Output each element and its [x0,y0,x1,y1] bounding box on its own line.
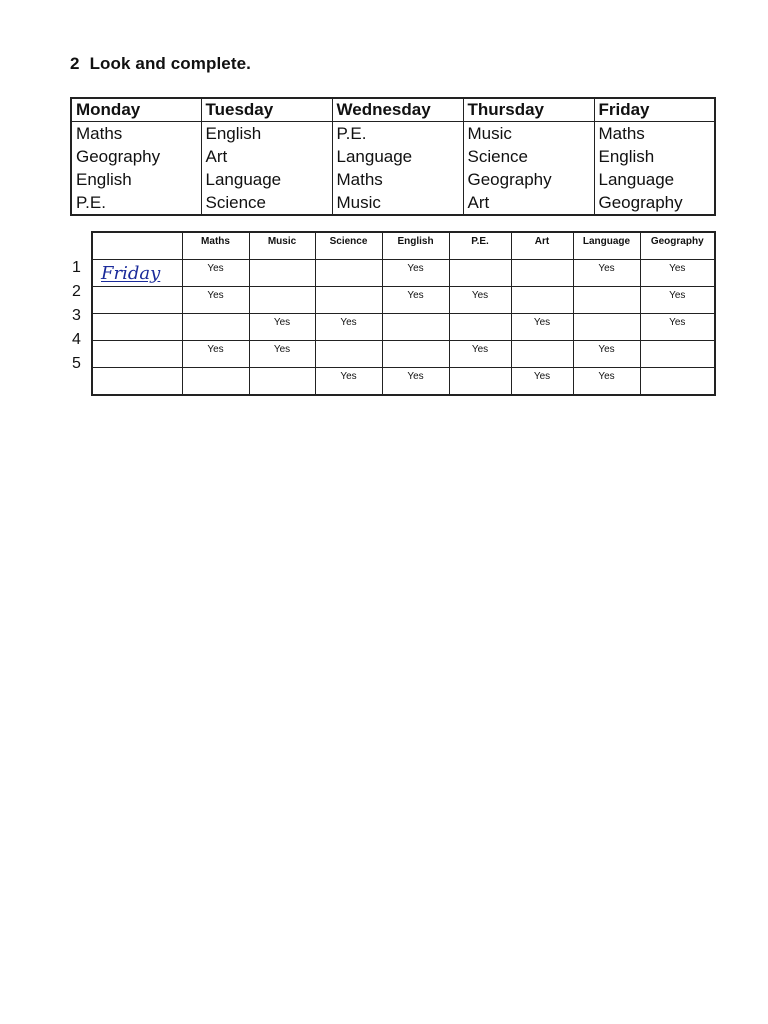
grid-corner-cell [92,232,182,260]
timetable-row [71,145,715,168]
timetable-day-header: Thursday [463,98,594,122]
subject-header: Science [315,232,382,260]
grid-cell: Yes [511,314,573,341]
grid-cell [315,260,382,287]
exercise-title [70,54,251,74]
timetable-row [71,168,715,191]
grid-cell: Yes [640,314,715,341]
timetable-cell: Music [332,191,463,215]
row-number: 2 [72,283,81,300]
row-numbers [72,256,88,376]
grid-cell: Yes [573,260,640,287]
grid-cell [511,287,573,314]
grid-cell: Yes [573,368,640,396]
grid-cell [449,260,511,287]
row-number: 4 [72,331,81,348]
subject-header: P.E. [449,232,511,260]
grid-cell: Yes [640,287,715,314]
grid-cell [182,314,249,341]
timetable-cell: Geography [463,168,594,191]
timetable-day-header: Monday [71,98,201,122]
grid-row [92,314,715,341]
grid-cell [573,287,640,314]
timetable-cell: English [594,145,715,168]
grid-cell: Yes [382,368,449,396]
grid-cell: Yes [182,287,249,314]
grid-cell: Yes [449,341,511,368]
answer-cell[interactable] [92,260,182,287]
grid-cell [640,368,715,396]
timetable-cell: English [201,122,332,146]
grid-cell: Yes [511,368,573,396]
subject-header: Geography [640,232,715,260]
row-number: 1 [72,259,81,276]
exercise-number: 2 [70,54,80,73]
grid-row [92,260,715,287]
row-number: 5 [72,355,81,372]
answer-cell[interactable] [92,314,182,341]
timetable-cell: P.E. [332,122,463,146]
timetable-header-row [71,98,715,122]
timetable-cell: Maths [332,168,463,191]
grid-cell [449,368,511,396]
timetable-cell: Maths [71,122,201,146]
handwritten-answer: Friday [101,262,161,284]
grid-cell: Yes [449,287,511,314]
grid-cell [382,314,449,341]
grid-cell: Yes [382,260,449,287]
timetable-cell: Language [201,168,332,191]
answer-grid [91,231,716,396]
answer-cell[interactable] [92,368,182,396]
grid-cell [315,341,382,368]
grid-cell [249,287,315,314]
subject-header: Language [573,232,640,260]
exercise-instruction: Look and complete. [89,54,251,73]
grid-cell [511,260,573,287]
grid-cell: Yes [382,287,449,314]
grid-cell: Yes [640,260,715,287]
answer-cell[interactable] [92,341,182,368]
timetable-cell: Geography [594,191,715,215]
subject-header: Art [511,232,573,260]
timetable-day-header: Tuesday [201,98,332,122]
grid-cell [182,368,249,396]
grid-cell: Yes [182,260,249,287]
timetable-cell: Maths [594,122,715,146]
grid-cell [382,341,449,368]
timetable-cell: Geography [71,145,201,168]
subject-header: Music [249,232,315,260]
subject-header: English [382,232,449,260]
timetable [70,97,716,216]
timetable-cell: Art [201,145,332,168]
row-number: 3 [72,307,81,324]
grid-row [92,287,715,314]
timetable-day-header: Friday [594,98,715,122]
timetable-row [71,122,715,146]
timetable-row [71,191,715,215]
grid-cell [449,314,511,341]
grid-cell [315,287,382,314]
subject-header: Maths [182,232,249,260]
timetable-cell: Art [463,191,594,215]
grid-cell: Yes [182,341,249,368]
grid-cell: Yes [249,341,315,368]
grid-cell: Yes [315,368,382,396]
timetable-cell: English [71,168,201,191]
grid-cell [249,368,315,396]
grid-cell [249,260,315,287]
grid-cell [640,341,715,368]
grid-cell: Yes [315,314,382,341]
grid-cell [573,314,640,341]
timetable-cell: Language [332,145,463,168]
grid-header-row [92,232,715,260]
timetable-cell: Music [463,122,594,146]
timetable-cell: P.E. [71,191,201,215]
timetable-cell: Science [201,191,332,215]
grid-row [92,368,715,396]
timetable-cell: Language [594,168,715,191]
timetable-cell: Science [463,145,594,168]
timetable-day-header: Wednesday [332,98,463,122]
answer-cell[interactable] [92,287,182,314]
grid-row [92,341,715,368]
grid-cell: Yes [249,314,315,341]
grid-cell: Yes [573,341,640,368]
grid-cell [511,341,573,368]
